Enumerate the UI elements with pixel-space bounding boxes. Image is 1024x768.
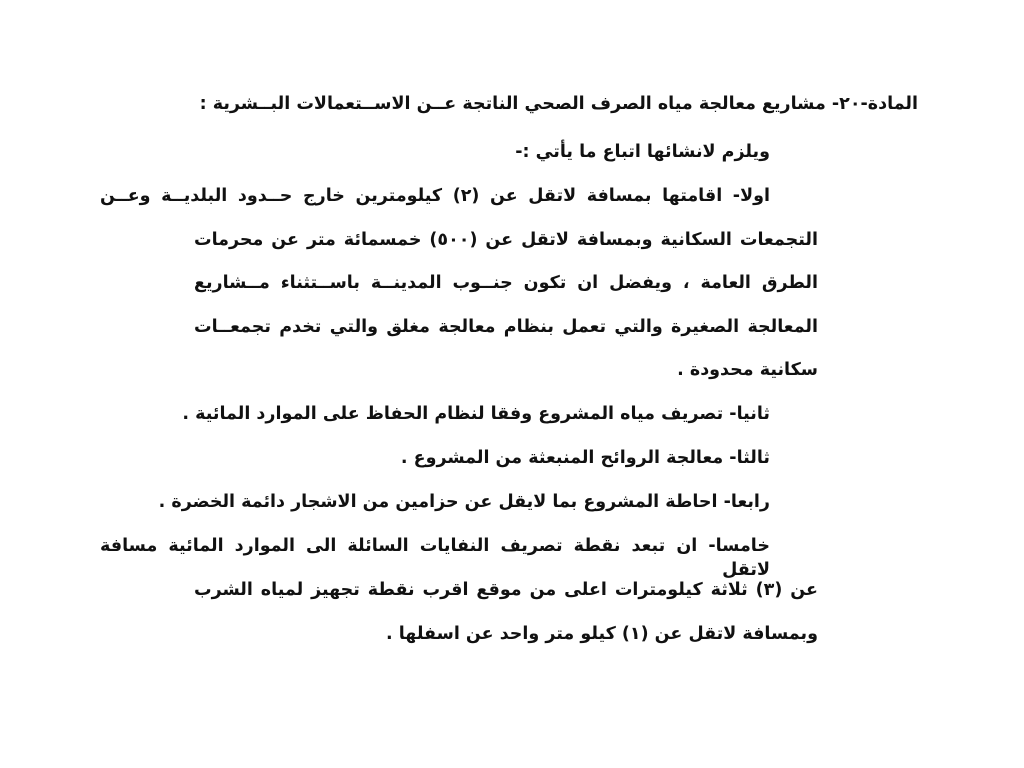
item-1-line-4: المعالجة الصغيرة والتي تعمل بنظام معالجة مغلق والتي تخدم تجمعــات (194, 317, 818, 337)
item-4-line: رابعا- احاطة المشروع بما لايقل عن حزامين من الاشجار دائمة الخضرة . (158, 492, 770, 512)
item-5-line-3: وبمسافة لاتقل عن (١) كيلو متر واحد عن اسفلها . (386, 624, 818, 644)
item-1-line-5: سكانية محدودة . (677, 360, 818, 380)
intro-line: ويلزم لانشائها اتباع ما يأتي :- (515, 142, 770, 162)
article-title-line: المادة-٢٠- مشاريع معالجة مياه الصرف الصحي الناتجة عــن الاســتعمالات البــشرية : (199, 94, 918, 114)
item-5-line-2: عن (٣) ثلاثة كيلومترات اعلى من موقع اقرب نقطة تجهيز لمياه الشرب (194, 580, 818, 600)
item-1-line-1: اولا- اقامتها بمسافة لاتقل عن (٢) كيلومترين خارج حــدود البلديــة وعــن (100, 186, 770, 206)
item-1-line-3: الطرق العامة ، ويفضل ان تكون جنــوب المدينــة باســتثناء مــشاريع (194, 273, 818, 293)
item-5-line-1: خامسا- ان تبعد نقطة تصريف النفايات السائلة الى الموارد المائية مسافة لاتقل (100, 536, 770, 580)
item-2-line: ثانيا- تصريف مياه المشروع وفقا لنظام الحفاظ على الموارد المائية . (182, 404, 770, 424)
item-3-line: ثالثا- معالجة الروائح المنبعثة من المشروع . (400, 448, 770, 468)
item-1-line-2: التجمعات السكانية وبمسافة لاتقل عن (٥٠٠) خمسمائة متر عن محرمات (194, 230, 818, 250)
